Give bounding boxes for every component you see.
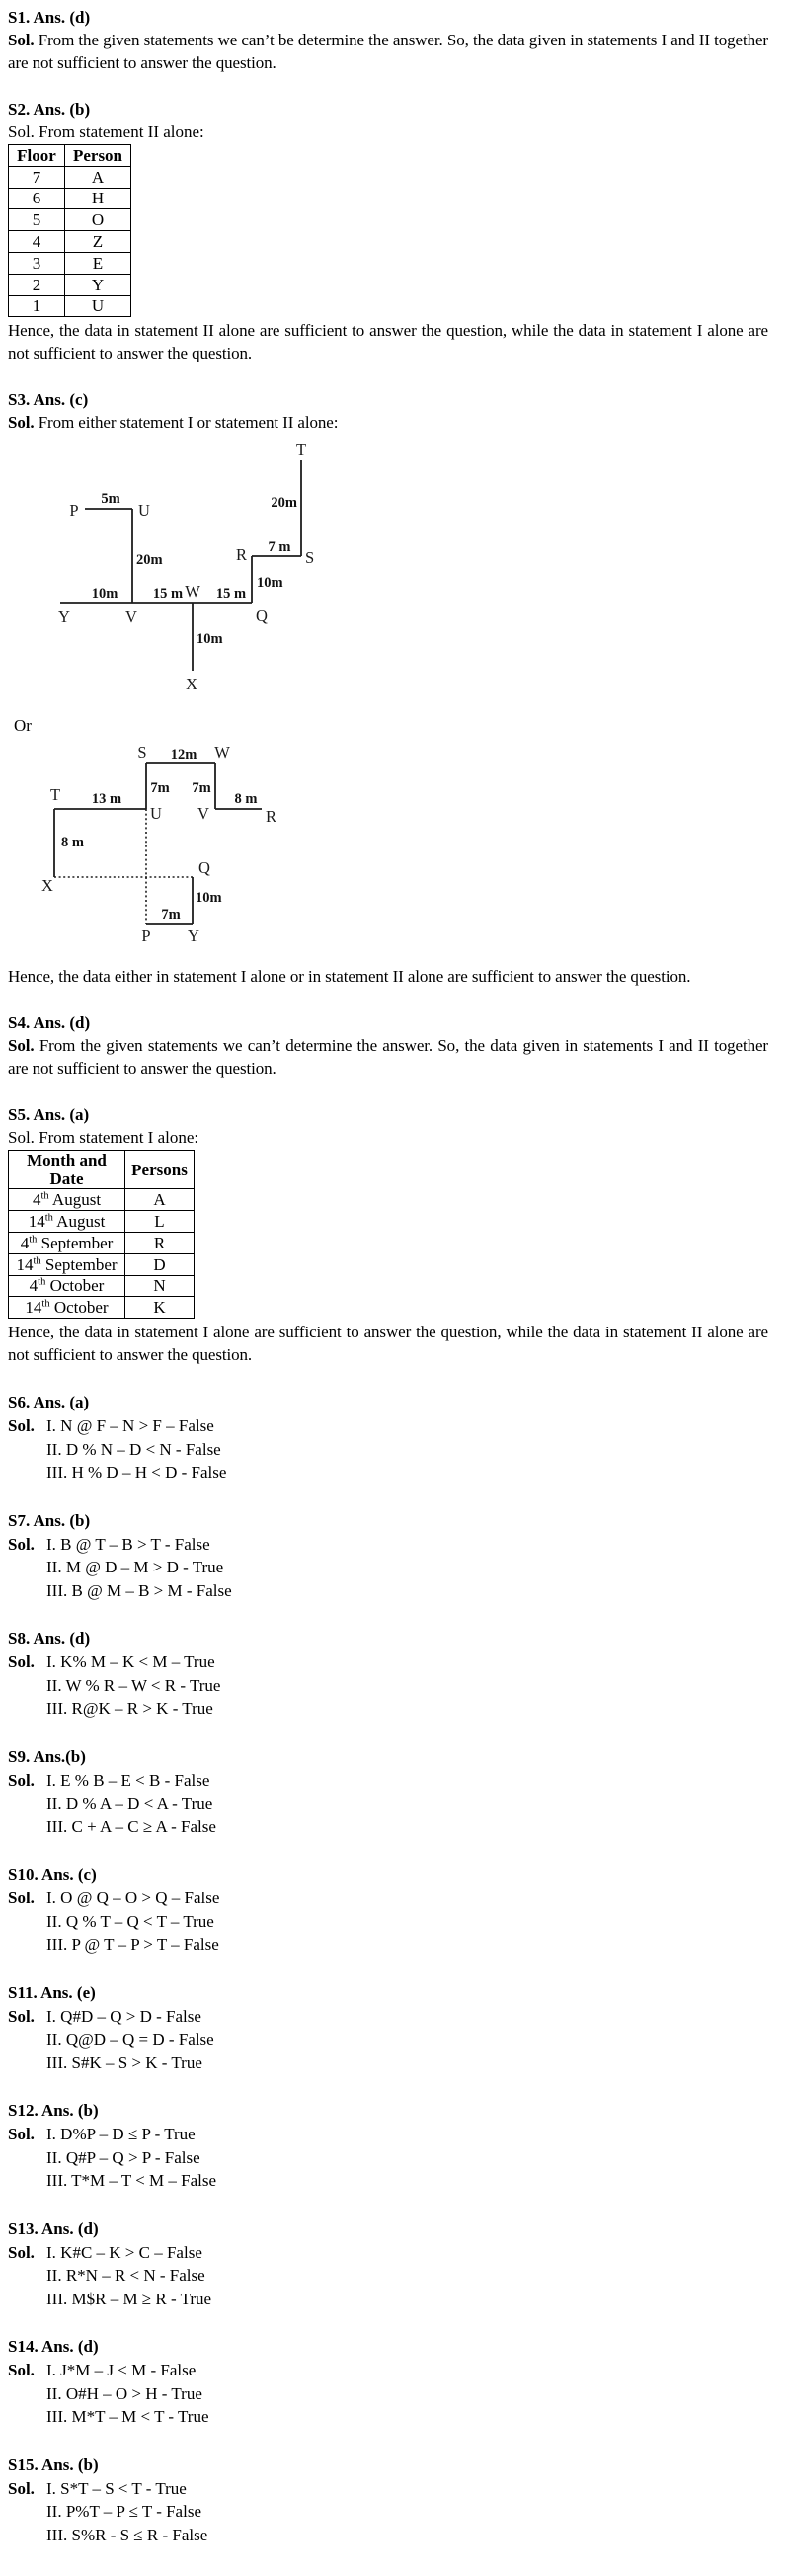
or-label: Or (14, 716, 32, 736)
s3-heading: S3. Ans. (c) (8, 390, 89, 410)
table-row (9, 1189, 195, 1211)
sol-label: Sol. (8, 1889, 35, 1908)
solution-s7 (8, 1509, 768, 1603)
table-cell: 2 (9, 274, 65, 295)
statement-line: II. R*N – R < N - False (46, 2266, 205, 2286)
solution-s13 (8, 2217, 768, 2311)
table-cell: 4th August (9, 1189, 125, 1211)
s5-solution-body: From statement I alone: (39, 1128, 199, 1148)
table-row (9, 252, 131, 274)
point-label-s: S (137, 747, 147, 763)
distance-label-tu: 13 m (91, 791, 122, 808)
s11-statements (46, 2005, 214, 2075)
solution-s15 (8, 2454, 768, 2547)
s2-solution-intro: Sol. From statement II alone: (8, 122, 204, 141)
distance-label-rs: 7 m (268, 539, 291, 556)
solution-s12 (8, 2099, 768, 2193)
table-row (9, 1253, 195, 1275)
statement-line: III. S#K – S > K - True (46, 2053, 202, 2072)
distance-label-pu: 5m (101, 491, 120, 508)
s13-statements (46, 2241, 211, 2311)
table-cell: 1 (9, 295, 65, 317)
table-cell: N (125, 1275, 195, 1297)
distance-label-yv: 10m (91, 586, 118, 603)
solution-s8 (8, 1627, 768, 1721)
distance-label-py: 7m (161, 907, 181, 924)
s12-statements (46, 2123, 216, 2193)
solution-s9 (8, 1745, 768, 1839)
table-cell: A (65, 166, 131, 188)
table-cell: 7 (9, 166, 65, 188)
point-label-v: V (197, 804, 209, 824)
distance-label-rq: 10m (257, 575, 283, 592)
distance-label-uv: 20m (136, 552, 163, 569)
s14-statements (46, 2359, 209, 2429)
statement-line: II. O#H – O > H - True (46, 2383, 202, 2403)
direction-diagram-statement-1 (47, 442, 344, 696)
sol-label: Sol. (8, 1416, 35, 1436)
s6-heading: S6. Ans. (a) (8, 1393, 90, 1412)
table-cell: D (125, 1253, 195, 1275)
s5-heading: S5. Ans. (a) (8, 1105, 90, 1125)
s8-statements (46, 1650, 220, 1721)
sol-label: Sol. (8, 2125, 35, 2144)
point-label-u: U (150, 804, 162, 824)
sol-label: Sol. (8, 2242, 35, 2262)
statement-line: III. P @ T – P > T – False (46, 1935, 219, 1955)
table-header-row (9, 1151, 195, 1189)
statement-line: I. Q#D – Q > D - False (46, 2006, 201, 2026)
table-row (9, 274, 131, 295)
s4-solution-text (8, 1034, 768, 1080)
table-header-cell: Persons (125, 1151, 195, 1189)
statement-line: I. D%P – D ≤ P - True (46, 2125, 196, 2144)
s15-statements (46, 2477, 207, 2547)
table-header-cell: Floor (9, 145, 65, 167)
point-label-w: W (185, 582, 200, 602)
table-cell: 14th September (9, 1253, 125, 1275)
table-cell: O (65, 209, 131, 231)
distance-label-wv: 7m (192, 780, 211, 797)
point-label-q: Q (256, 606, 268, 626)
point-label-q: Q (198, 858, 210, 878)
s4-heading: S4. Ans. (d) (8, 1013, 91, 1033)
table-cell: 6 (9, 188, 65, 209)
s8-heading: S8. Ans. (d) (8, 1629, 91, 1649)
s11-heading: S11. Ans. (e) (8, 1982, 96, 2002)
table-cell: H (65, 188, 131, 209)
solution-s10 (8, 1863, 768, 1957)
statement-line: III. H % D – H < D - False (46, 1463, 227, 1483)
solution-s3 (8, 388, 768, 988)
point-label-r: R (266, 807, 277, 827)
s3-solution-intro (8, 411, 768, 434)
s2-heading: S2. Ans. (b) (8, 100, 91, 119)
sol-label: Sol. (8, 1652, 35, 1672)
point-label-x: X (41, 876, 53, 896)
distance-label-tx: 8 m (61, 835, 84, 851)
s10-heading: S10. Ans. (c) (8, 1865, 97, 1885)
s13-heading: S13. Ans. (d) (8, 2218, 99, 2238)
distance-label-wx: 10m (197, 631, 223, 648)
table-cell: 4 (9, 231, 65, 253)
sol-label: Sol. (8, 1036, 35, 1056)
s12-heading: S12. Ans. (b) (8, 2101, 99, 2121)
s9-heading: S9. Ans.(b) (8, 1746, 86, 1766)
table-header-cell: Person (65, 145, 131, 167)
table-row (9, 166, 131, 188)
floor-person-table (8, 144, 131, 317)
point-label-t: T (295, 442, 307, 460)
table-cell: E (65, 252, 131, 274)
statement-line: III. B @ M – B > M - False (46, 1580, 232, 1600)
statement-line: III. M*T – M < T - True (46, 2407, 209, 2427)
direction-diagram-statement-2 (38, 747, 304, 949)
table-header-row (9, 145, 131, 167)
statement-line: III. S%R - S ≤ R - False (46, 2525, 208, 2544)
table-row (9, 295, 131, 317)
table-cell: 4th October (9, 1275, 125, 1297)
point-label-y: Y (58, 607, 70, 627)
distance-label-vw: 15 m (152, 586, 184, 603)
table-cell: 14th August (9, 1211, 125, 1233)
table-header-cell: Month and Date (9, 1151, 125, 1189)
point-label-y: Y (188, 926, 199, 946)
table-cell: Z (65, 231, 131, 253)
table-row (9, 1232, 195, 1253)
statement-line: I. E % B – E < B - False (46, 1770, 210, 1790)
table-row (9, 1297, 195, 1319)
statement-line: III. R@K – R > K - True (46, 1699, 213, 1719)
table-row (9, 209, 131, 231)
solution-s11 (8, 1981, 768, 2075)
s1-solution-text (8, 29, 768, 74)
point-label-x: X (186, 675, 197, 694)
table-cell: 3 (9, 252, 65, 274)
table-row (9, 188, 131, 209)
month-date-table (8, 1150, 195, 1319)
statement-line: I. O @ Q – O > Q – False (46, 1889, 220, 1908)
s7-heading: S7. Ans. (b) (8, 1510, 91, 1530)
statement-line: II. P%T – P ≤ T - False (46, 2502, 201, 2522)
s5-solution-intro (8, 1126, 768, 1149)
s14-heading: S14. Ans. (d) (8, 2337, 99, 2357)
sol-label: Sol. (8, 413, 35, 433)
solution-s6 (8, 1391, 768, 1485)
s4-solution-body: From the given statements we can’t determine the answer. So, the data given in statements I and II together are not sufficient to answer the question. (8, 1036, 768, 1079)
distance-label-sw: 12m (170, 747, 197, 764)
sol-label: Sol. (8, 1770, 35, 1790)
statement-line: I. S*T – S < T - True (46, 2478, 187, 2498)
distance-label-vr: 8 m (234, 791, 258, 808)
sol-label: Sol. (8, 31, 35, 49)
s7-statements (46, 1533, 232, 1603)
s5-hence-text: Hence, the data in statement I alone are sufficient to answer the question, while the data in statement II alone are not sufficient to answer the question. (8, 1323, 768, 1365)
point-label-v: V (125, 607, 137, 627)
s1-solution-body: From the given statements we can’t be determine the answer. So, the data given in statements I and II together are not sufficient to answer the question. (8, 31, 768, 72)
statement-line: III. M$R – M ≥ R - True (46, 2289, 212, 2308)
statement-line: I. K% M – K < M – True (46, 1652, 215, 1672)
statement-line: I. B @ T – B > T - False (46, 1534, 210, 1554)
point-label-u: U (138, 501, 150, 521)
statement-line: I. J*M – J < M - False (46, 2361, 197, 2380)
point-label-w: W (214, 747, 230, 763)
statement-line: I. K#C – K > C – False (46, 2242, 202, 2262)
sol-label: Sol. (8, 1534, 35, 1554)
statement-line: I. N @ F – N > F – False (46, 1416, 214, 1436)
s15-heading: S15. Ans. (b) (8, 2455, 99, 2474)
statement-line: II. Q % T – Q < T – True (46, 1911, 214, 1931)
distance-label-wq: 15 m (215, 586, 247, 603)
table-row (9, 1211, 195, 1233)
solution-s1 (8, 6, 768, 74)
s3-hence-text: Hence, the data either in statement I alone or in statement II alone are sufficient to answer the question. (8, 967, 691, 987)
table-cell: K (125, 1297, 195, 1319)
table-cell: 4th September (9, 1232, 125, 1253)
statement-line: III. C + A – C ≥ A - False (46, 1816, 216, 1836)
table-cell: R (125, 1232, 195, 1253)
point-label-s: S (305, 548, 315, 568)
distance-label-su: 7m (150, 780, 170, 797)
sol-label: Sol. (8, 1128, 35, 1148)
statement-line: II. W % R – W < R - True (46, 1675, 221, 1695)
table-cell: 14th October (9, 1297, 125, 1319)
distance-label-st: 20m (271, 495, 297, 512)
solution-s5 (8, 1103, 768, 1366)
table-cell: U (65, 295, 131, 317)
table-row (9, 1275, 195, 1297)
statement-line: II. M @ D – M > D - True (46, 1558, 224, 1577)
point-label-t: T (49, 785, 61, 805)
s1-heading: S1. Ans. (d) (8, 8, 91, 27)
distance-label-qy: 10m (196, 890, 222, 907)
table-cell: 5 (9, 209, 65, 231)
statement-line: II. Q@D – Q = D - False (46, 2030, 214, 2050)
table-cell: A (125, 1189, 195, 1211)
solution-s2 (8, 98, 768, 364)
s9-statements (46, 1769, 216, 1839)
statement-line: III. T*M – T < M – False (46, 2171, 217, 2191)
statement-line: II. D % A – D < A - True (46, 1794, 213, 1813)
table-row (9, 231, 131, 253)
point-label-r: R (235, 545, 247, 565)
sol-label: Sol. (8, 2361, 35, 2380)
solution-s14 (8, 2335, 768, 2429)
solution-s4 (8, 1011, 768, 1080)
table-cell: L (125, 1211, 195, 1233)
point-label-p: P (69, 501, 79, 521)
table-cell: Y (65, 274, 131, 295)
s3-solution-body: From either statement I or statement II alone: (38, 413, 339, 433)
point-label-p: P (141, 926, 151, 946)
s2-hence-text: Hence, the data in statement II alone are sufficient to answer the question, while the data in statement I alone are not sufficient to answer the question. (8, 321, 768, 363)
statement-line: II. D % N – D < N - False (46, 1439, 221, 1459)
s10-statements (46, 1887, 219, 1957)
s6-statements (46, 1414, 226, 1485)
sol-label: Sol. (8, 2006, 35, 2026)
statement-line: II. Q#P – Q > P - False (46, 2147, 200, 2167)
sol-label: Sol. (8, 2478, 35, 2498)
